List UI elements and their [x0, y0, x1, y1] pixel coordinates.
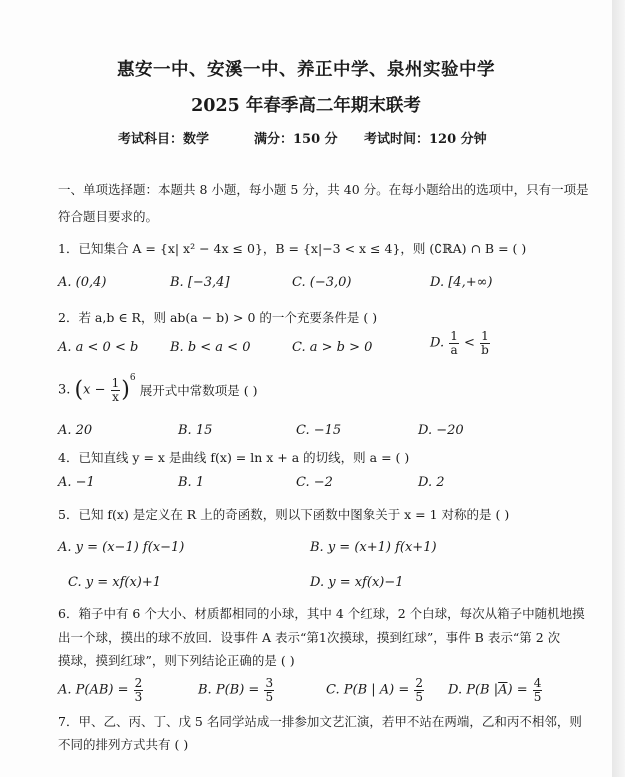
schools-title: 惠安一中、安溪一中、养正中学、泉州实验中学 [117, 60, 495, 80]
q3-stem: 3. (x − $\frac{1}{x}$ )$^6$ 展开式中常数项是 ( ) [58, 372, 258, 404]
page-edge [612, 0, 625, 777]
q6-option-b: B. P(B) = $\frac{3}{5}$ [198, 676, 274, 704]
q2-option-d: D. $\frac{1}{a}$ < $\frac{1}{b}$ [430, 329, 489, 357]
q6-line1: 6．箱子中有 6 个大小、材质都相同的小球，其中 4 个红球，2 个白球，每次从箱子中随机地摸 [58, 606, 585, 621]
section-heading-line1: 一、单项选择题：本题共 8 小题，每小题 5 分，共 40 分。在每小题给出的选项中，只有一项是 [58, 182, 589, 197]
q2-option-c: C. a > b > 0 [292, 340, 373, 355]
q6-option-a: A. P(AB) = $\frac{2}{3}$ [58, 676, 143, 704]
q2-option-b: B. b < a < 0 [170, 340, 251, 355]
q5-stem: 5．已知 f(x) 是定义在 R 上的奇函数，则以下函数中图象关于 x = 1 对称的是 ( ) [58, 507, 510, 522]
q5-option-b: B. y = (x+1) f(x+1) [310, 540, 437, 555]
exam-time: 考试时间：120 分钟 [364, 132, 487, 147]
exam-subject: 考试科目：数学 [118, 132, 210, 147]
q4-stem: 4．已知直线 y = x 是曲线 f(x) = ln x + a 的切线，则 a = ( ) [58, 450, 410, 465]
q1-option-d: D. [4,+∞) [430, 275, 493, 290]
q6-line2: 出一个球，摸出的球不放回．设事件 A 表示“第1次摸球，摸到红球”，事件 B 表示“第 2 次 [58, 630, 561, 645]
q2-option-a: A. a < 0 < b [58, 340, 139, 355]
section-heading-line2: 符合题目要求的。 [58, 209, 159, 224]
exam-score: 满分：150 分 [254, 132, 338, 147]
exam-title: 2025 年春季高二年期末联考 [191, 96, 421, 116]
q5-option-d: D. y = xf(x)−1 [310, 575, 404, 590]
q3-option-a: A. 20 [58, 423, 93, 438]
q6-option-c: C. P(B | A) = $\frac{2}{5}$ [326, 676, 424, 704]
q4-option-b: B. 1 [178, 475, 205, 490]
q1-option-a: A. (0,4) [58, 275, 107, 290]
q1-option-c: C. (−3,0) [292, 275, 352, 290]
q6-option-d: D. P(B $|\overline{A}$) = $\frac{4}{5}$ [448, 676, 542, 704]
q2-stem: 2．若 a,b ∈ R，则 ab(a − b) > 0 的一个充要条件是 ( ) [58, 310, 378, 325]
q3-option-b: B. 15 [178, 423, 213, 438]
q5-option-a: A. y = (x−1) f(x−1) [58, 540, 185, 555]
q7-line2: 不同的排列方式共有 ( ) [58, 737, 189, 752]
q3-option-c: C. −15 [296, 423, 342, 438]
q7-line1: 7．甲、乙、丙、丁、戊 5 名同学站成一排参加文艺汇演，若甲不站在两端，乙和丙不相邻，则 [58, 714, 582, 729]
q4-option-c: C. −2 [296, 475, 333, 490]
q4-option-d: D. 2 [418, 475, 445, 490]
q3-option-d: D. −20 [418, 423, 464, 438]
q1-stem: 1．已知集合 A = {x| x² − 4x ≤ 0}，B = {x|−3 < x ≤ 4}，则 (∁ℝA) ∩ B = ( ) [58, 241, 527, 256]
q1-option-b: B. [−3,4] [170, 275, 230, 290]
q6-line3: 摸球，摸到红球”，则下列结论正确的是 ( ) [58, 653, 295, 668]
q4-option-a: A. −1 [58, 475, 95, 490]
q5-option-c: C. y = xf(x)+1 [68, 575, 162, 590]
